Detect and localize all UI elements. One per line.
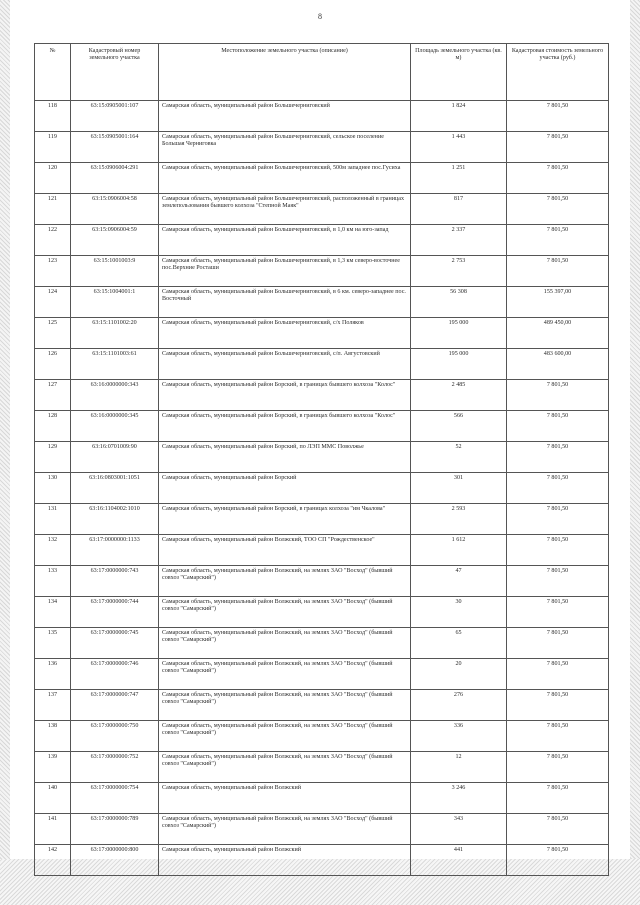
cadastral-number: 63:15:0905001:164 <box>71 132 159 163</box>
header-cost: Кадастровая стоимость земельного участка (руб.) <box>507 44 609 101</box>
cadastral-number: 63:16:0000000:345 <box>71 411 159 442</box>
row-number: 124 <box>35 287 71 318</box>
plot-location: Самарская область, муниципальный район Большечерниговский <box>159 101 411 132</box>
plot-area: 2 593 <box>411 504 507 535</box>
cadastral-number: 63:17:0000000:752 <box>71 752 159 783</box>
cadastral-cost: 155 397,00 <box>507 287 609 318</box>
row-number: 135 <box>35 628 71 659</box>
table-row <box>35 380 609 411</box>
table-row <box>35 659 609 690</box>
cadastral-number: 63:17:0000000:747 <box>71 690 159 721</box>
plot-location: Самарская область, муниципальный район Большечерниговский, с/х Поляков <box>159 318 411 349</box>
cadastral-cost: 7 801,50 <box>507 628 609 659</box>
plot-area: 2 337 <box>411 225 507 256</box>
plot-area: 47 <box>411 566 507 597</box>
header-cadastral: Кадастровый номер земельного участка <box>71 44 159 101</box>
cadastral-number: 63:15:0906004:58 <box>71 194 159 225</box>
table-row <box>35 194 609 225</box>
plot-location: Самарская область, муниципальный район Волжский, на землях ЗАО "Восход" (бывший совхоз "Самарский") <box>159 752 411 783</box>
table-row <box>35 163 609 194</box>
plot-location: Самарская область, муниципальный район Волжский <box>159 783 411 814</box>
row-number: 128 <box>35 411 71 442</box>
row-number: 136 <box>35 659 71 690</box>
cadastral-cost: 7 801,50 <box>507 380 609 411</box>
cadastral-number: 63:15:0906004:291 <box>71 163 159 194</box>
cadastral-number: 63:15:0906004:59 <box>71 225 159 256</box>
plot-location: Самарская область, муниципальный район Волжский, на землях ЗАО "Восход" (бывший совхоз "Самарский") <box>159 814 411 845</box>
plot-area: 336 <box>411 721 507 752</box>
scan-edge-left <box>0 0 10 905</box>
row-number: 122 <box>35 225 71 256</box>
plot-area: 566 <box>411 411 507 442</box>
row-number: 137 <box>35 690 71 721</box>
table-row <box>35 473 609 504</box>
plot-area: 1 443 <box>411 132 507 163</box>
plot-location: Самарская область, муниципальный район Волжский, на землях ЗАО "Восход" (бывший совхоз "Самарский") <box>159 628 411 659</box>
table-row <box>35 349 609 380</box>
plot-area: 12 <box>411 752 507 783</box>
plot-location: Самарская область, муниципальный район Волжский, ТОО СП "Рождественское" <box>159 535 411 566</box>
plot-location: Самарская область, муниципальный район Большечерниговский, 500м западнее пос.Гусиха <box>159 163 411 194</box>
plot-area: 1 251 <box>411 163 507 194</box>
cadastral-cost: 7 801,50 <box>507 566 609 597</box>
cadastral-number: 63:15:0905001:107 <box>71 101 159 132</box>
cadastral-cost: 7 801,50 <box>507 101 609 132</box>
cadastral-cost: 7 801,50 <box>507 194 609 225</box>
plot-area: 2 485 <box>411 380 507 411</box>
table-row <box>35 225 609 256</box>
plot-area: 3 246 <box>411 783 507 814</box>
table-row <box>35 132 609 163</box>
plot-area: 276 <box>411 690 507 721</box>
table-header-row <box>35 44 609 101</box>
cadastral-number: 63:15:1101002:20 <box>71 318 159 349</box>
row-number: 139 <box>35 752 71 783</box>
cadastral-number: 63:17:0000000:746 <box>71 659 159 690</box>
row-number: 140 <box>35 783 71 814</box>
table-row <box>35 783 609 814</box>
row-number: 134 <box>35 597 71 628</box>
plot-area: 65 <box>411 628 507 659</box>
cadastral-number: 63:15:1101003:61 <box>71 349 159 380</box>
cadastral-cost: 7 801,50 <box>507 535 609 566</box>
row-number: 120 <box>35 163 71 194</box>
plot-location: Самарская область, муниципальный район Большечерниговский, в 1,0 км на юго-запад <box>159 225 411 256</box>
row-number: 132 <box>35 535 71 566</box>
cadastral-cost: 7 801,50 <box>507 845 609 876</box>
table-row <box>35 845 609 876</box>
land-plots-table <box>34 43 609 876</box>
cadastral-number: 63:17:0000000:789 <box>71 814 159 845</box>
header-area: Площадь земельного участка (кв. м) <box>411 44 507 101</box>
table-row <box>35 101 609 132</box>
cadastral-number: 63:15:1001003:9 <box>71 256 159 287</box>
table-row <box>35 504 609 535</box>
plot-location: Самарская область, муниципальный район Большечерниговский, в 6 км. северо-западнее пос. Восточный <box>159 287 411 318</box>
cadastral-cost: 7 801,50 <box>507 721 609 752</box>
header-num: № <box>35 44 71 101</box>
cadastral-number: 63:17:0000000:750 <box>71 721 159 752</box>
row-number: 118 <box>35 101 71 132</box>
cadastral-cost: 7 801,50 <box>507 659 609 690</box>
row-number: 130 <box>35 473 71 504</box>
cadastral-cost: 7 801,50 <box>507 690 609 721</box>
row-number: 142 <box>35 845 71 876</box>
cadastral-number: 63:17:0000000:744 <box>71 597 159 628</box>
plot-location: Самарская область, муниципальный район Большечерниговский, в 1,3 км северо-восточнее пос.Верхние Росташи <box>159 256 411 287</box>
cadastral-cost: 7 801,50 <box>507 814 609 845</box>
cadastral-number: 63:17:0000000:754 <box>71 783 159 814</box>
scan-edge-right <box>630 0 640 905</box>
table-row <box>35 256 609 287</box>
cadastral-number: 63:17:0000000:745 <box>71 628 159 659</box>
plot-location: Самарская область, муниципальный район Большечерниговский, сельское поселение Большая Черниговка <box>159 132 411 163</box>
cadastral-cost: 7 801,50 <box>507 504 609 535</box>
table-row <box>35 721 609 752</box>
cadastral-cost: 7 801,50 <box>507 783 609 814</box>
cadastral-cost: 7 801,50 <box>507 163 609 194</box>
plot-location: Самарская область, муниципальный район Борский, в границах колхоза "им Чкалова" <box>159 504 411 535</box>
cadastral-cost: 7 801,50 <box>507 132 609 163</box>
table-row <box>35 287 609 318</box>
plot-area: 301 <box>411 473 507 504</box>
cadastral-number: 63:17:0000000:800 <box>71 845 159 876</box>
plot-location: Самарская область, муниципальный район Большечерниговский, расположенный в границах землепользования бывшего колхоза "Степной Маяк" <box>159 194 411 225</box>
cadastral-cost: 7 801,50 <box>507 411 609 442</box>
plot-location: Самарская область, муниципальный район Волжский, на землях ЗАО "Восход" (бывший совхоз "Самарский") <box>159 659 411 690</box>
row-number: 121 <box>35 194 71 225</box>
plot-location: Самарская область, муниципальный район Волжский, на землях ЗАО "Восход" (бывший совхоз "Самарский") <box>159 566 411 597</box>
cadastral-cost: 7 801,50 <box>507 442 609 473</box>
cadastral-number: 63:17:0000000:1133 <box>71 535 159 566</box>
cadastral-cost: 7 801,50 <box>507 473 609 504</box>
plot-area: 2 753 <box>411 256 507 287</box>
row-number: 125 <box>35 318 71 349</box>
plot-location: Самарская область, муниципальный район Волжский <box>159 845 411 876</box>
plot-area: 1 824 <box>411 101 507 132</box>
table-row <box>35 535 609 566</box>
cadastral-cost: 483 600,00 <box>507 349 609 380</box>
row-number: 127 <box>35 380 71 411</box>
plot-location: Самарская область, муниципальный район Волжский, на землях ЗАО "Восход" (бывший совхоз "Самарский") <box>159 721 411 752</box>
cadastral-cost: 7 801,50 <box>507 597 609 628</box>
cadastral-cost: 7 801,50 <box>507 225 609 256</box>
plot-area: 1 612 <box>411 535 507 566</box>
row-number: 138 <box>35 721 71 752</box>
cadastral-number: 63:16:0701009:90 <box>71 442 159 473</box>
plot-area: 195 000 <box>411 318 507 349</box>
plot-area: 441 <box>411 845 507 876</box>
plot-area: 817 <box>411 194 507 225</box>
row-number: 131 <box>35 504 71 535</box>
cadastral-number: 63:16:0000000:343 <box>71 380 159 411</box>
plot-area: 343 <box>411 814 507 845</box>
table-row <box>35 628 609 659</box>
table-row <box>35 597 609 628</box>
cadastral-number: 63:17:0000000:743 <box>71 566 159 597</box>
plot-location: Самарская область, муниципальный район Борский, в границах бывшего колхоза "Колос" <box>159 411 411 442</box>
table-row <box>35 752 609 783</box>
row-number: 141 <box>35 814 71 845</box>
cadastral-number: 63:16:1104002:1010 <box>71 504 159 535</box>
plot-location: Самарская область, муниципальный район Большечерниговский, с/п. Августовский <box>159 349 411 380</box>
table-row <box>35 814 609 845</box>
cadastral-cost: 489 450,00 <box>507 318 609 349</box>
cadastral-cost: 7 801,50 <box>507 752 609 783</box>
row-number: 123 <box>35 256 71 287</box>
cadastral-number: 63:16:0803001:1051 <box>71 473 159 504</box>
plot-area: 30 <box>411 597 507 628</box>
plot-area: 56 308 <box>411 287 507 318</box>
table-row <box>35 318 609 349</box>
plot-area: 52 <box>411 442 507 473</box>
table-row <box>35 411 609 442</box>
table-row <box>35 442 609 473</box>
cadastral-cost: 7 801,50 <box>507 256 609 287</box>
plot-location: Самарская область, муниципальный район Борский, в границах бывшего колхоза "Колос" <box>159 380 411 411</box>
plot-location: Самарская область, муниципальный район Борский <box>159 473 411 504</box>
table-body <box>35 101 609 876</box>
plot-location: Самарская область, муниципальный район Борский, по ЛЭП ММС Поволжье <box>159 442 411 473</box>
table-row <box>35 690 609 721</box>
cadastral-number: 63:15:1004001:1 <box>71 287 159 318</box>
row-number: 133 <box>35 566 71 597</box>
header-location: Местоположение земельного участка (описание) <box>159 44 411 101</box>
page-number: 8 <box>318 12 322 21</box>
row-number: 119 <box>35 132 71 163</box>
plot-area: 20 <box>411 659 507 690</box>
plot-area: 195 000 <box>411 349 507 380</box>
plot-location: Самарская область, муниципальный район Волжский, на землях ЗАО "Восход" (бывший совхоз "Самарский") <box>159 597 411 628</box>
row-number: 126 <box>35 349 71 380</box>
row-number: 129 <box>35 442 71 473</box>
table-row <box>35 566 609 597</box>
plot-location: Самарская область, муниципальный район Волжский, на землях ЗАО "Восход" (бывший совхоз "Самарский") <box>159 690 411 721</box>
